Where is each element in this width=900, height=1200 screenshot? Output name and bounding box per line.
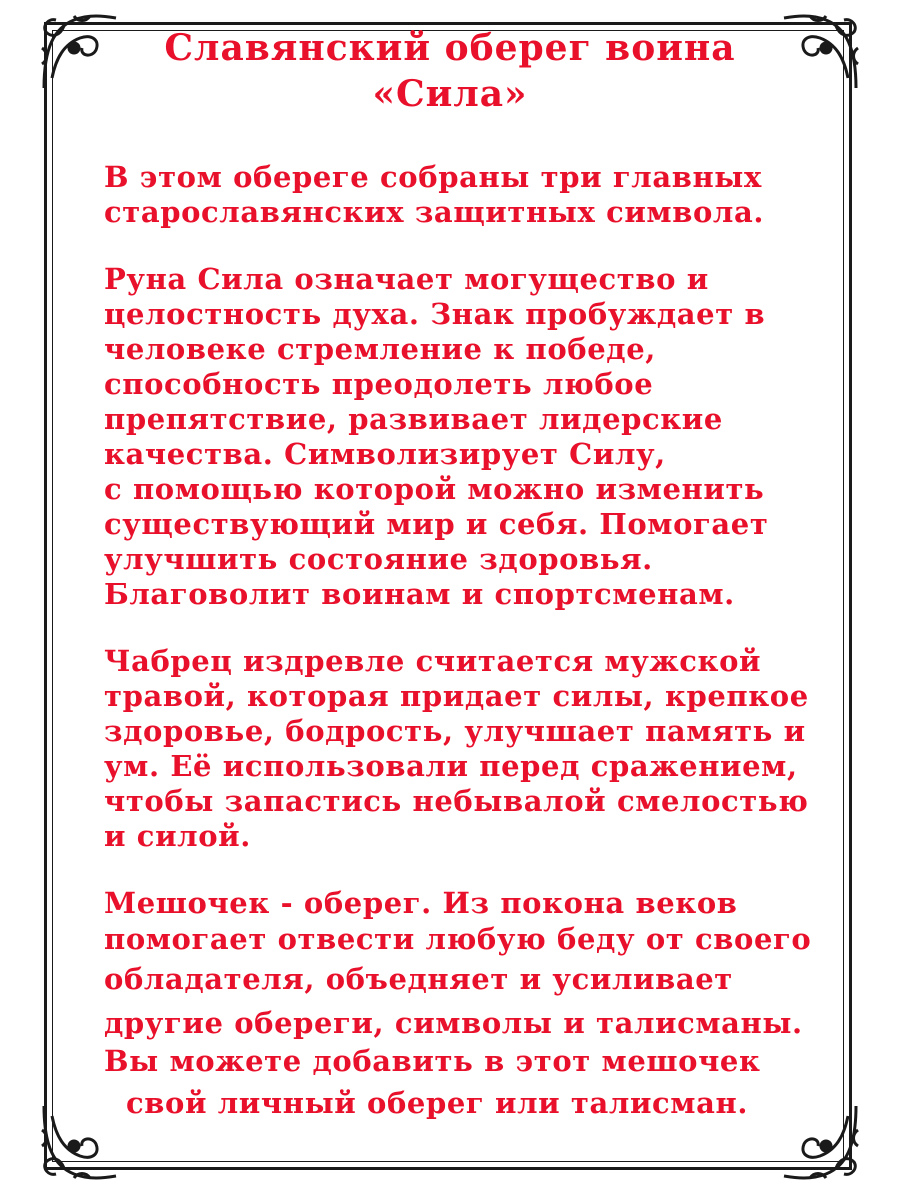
paragraph-2-line-8: существующий мир и себя. Помогает	[104, 507, 769, 541]
paragraph-2-line-2: целостность духа. Знак пробуждает в	[104, 297, 766, 331]
paragraph-2-line-4: способность преодолеть любое	[104, 367, 654, 401]
paragraph-2-line-1: Руна Сила означает могущество и	[104, 262, 709, 296]
paragraph-3-line-4: ум. Её использовали перед сражением,	[104, 749, 798, 783]
paragraph-4-line-6: свой личный оберег или талисман.	[126, 1086, 749, 1120]
page-subtitle: «Сила»	[372, 73, 528, 115]
paragraph-2-line-3: человеке стремление к победе,	[104, 332, 656, 366]
paragraph-4-line-4: другие обереги, символы и талисманы.	[104, 1006, 803, 1040]
paragraph-2-line-6: качества. Символизирует Силу,	[104, 437, 666, 471]
paragraph-3-line-5: чтобы запастись небывалой смелостью	[104, 784, 809, 818]
paragraph-2-line-5: препятствие, развивает лидерские	[104, 402, 723, 436]
paragraph-3-line-2: травой, которая придает силы, крепкое	[104, 679, 809, 713]
paragraph-3-line-3: здоровье, бодрость, улучшает память и	[104, 714, 806, 748]
paragraph-4-line-3: обладателя, объедняет и усиливает	[104, 962, 733, 996]
page-title: Славянский оберег воина	[164, 27, 736, 69]
paragraph-3-line-6: и силой.	[104, 819, 251, 853]
paragraph-1-line-2: старославянских защитных символа.	[104, 195, 765, 229]
paragraph-4-line-1: Мешочек - оберег. Из покона веков	[104, 886, 738, 920]
paragraph-4-line-5: Вы можете добавить в этот мешочек	[104, 1044, 761, 1078]
paragraph-4-line-2: помогает отвести любую беду от своего	[104, 922, 812, 956]
paragraph-2-line-7: с помощью которой можно изменить	[104, 472, 765, 506]
paragraph-1-line-1: В этом обереге собраны три главных	[104, 160, 762, 194]
paragraph-2-line-10: Благоволит воинам и спортсменам.	[104, 577, 735, 611]
paragraph-3-line-1: Чабрец издревле считается мужской	[104, 644, 762, 678]
paragraph-2-line-9: улучшить состояние здоровья.	[104, 542, 653, 576]
ornament-corner-bottom-left	[34, 1096, 124, 1186]
